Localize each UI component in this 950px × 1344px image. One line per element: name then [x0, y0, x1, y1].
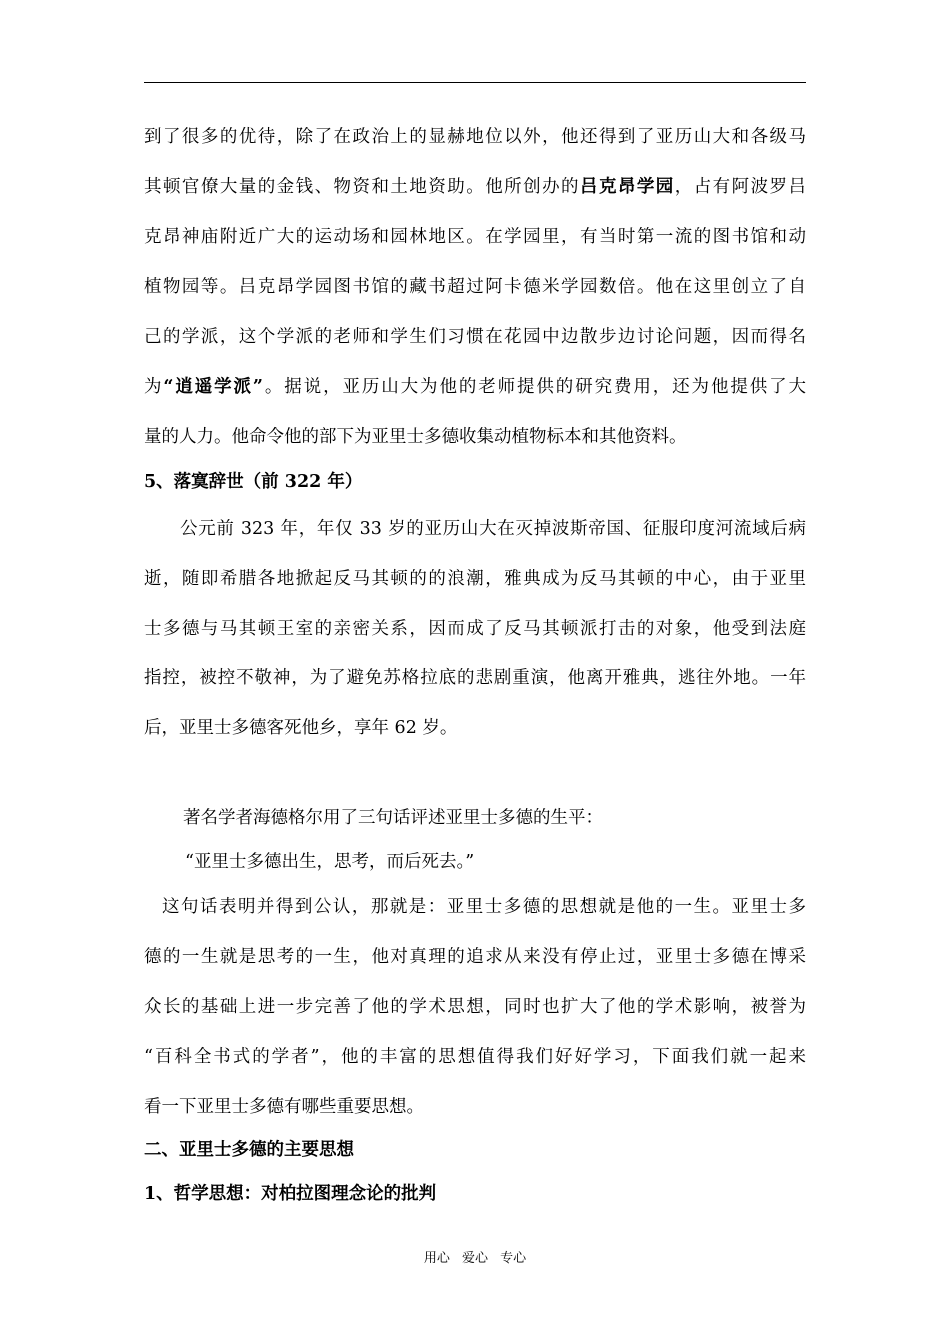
- paragraph-line: [144, 375, 806, 399]
- paragraph-line: 这句话表明并得到公认，那就是：亚里士多德的思想就是他的一生。亚里士多: [162, 897, 806, 917]
- paragraph-line: 众长的基础上进一步完善了他的学术思想，同时也扩大了他的学术影响，被誉为: [144, 997, 806, 1017]
- paragraph-line: 植物园等。吕克昂学园图书馆的藏书超过阿卡德米学园数倍。他在这里创立了自: [144, 277, 806, 297]
- paragraph-line: 著名学者海德格尔用了三句话评述亚里士多德的生平：: [183, 808, 603, 828]
- paragraph-line: 公元前 323 年，年仅 33 岁的亚历山大在灭掉波斯帝国、征服印度河流域后病: [180, 519, 806, 539]
- text-run: 其顿官僚大量的金钱、物资和土地资助。他所创办的: [144, 177, 580, 197]
- header-rule: [144, 82, 806, 83]
- quote-line: “亚里士多德出生，思考，而后死去。”: [185, 852, 475, 872]
- paragraph-line: 士多德与马其顿王室的亲密关系，因而成了反马其顿派打击的对象，他受到法庭: [144, 619, 806, 639]
- bold-term-lyceum: 吕克昂学园: [579, 177, 675, 197]
- paragraph-line: 克昂神庙附近广大的运动场和园林地区。在学园里，有当时第一流的图书馆和动: [144, 227, 806, 247]
- subsection-heading-1: 1、哲学思想：对柏拉图理念论的批判: [144, 1184, 437, 1204]
- text-run: ，占有阿波罗吕: [674, 177, 807, 197]
- page-footer: 用心 爱心 专心: [423, 1251, 527, 1266]
- paragraph-line: “百科全书式的学者”，他的丰富的思想值得我们好好学习，下面我们就一起来: [144, 1047, 806, 1067]
- paragraph-line: 逝，随即希腊各地掀起反马其顿的的浪潮，雅典成为反马其顿的中心，由于亚里: [144, 569, 806, 589]
- paragraph-line: 量的人力。他命令他的部下为亚里士多德收集动植物标本和其他资料。: [144, 427, 687, 447]
- paragraph-line: 看一下亚里士多德有哪些重要思想。: [144, 1097, 424, 1117]
- paragraph-line: [144, 175, 806, 199]
- paragraph-line: 德的一生就是思考的一生，他对真理的追求从来没有停止过，亚里士多德在博采: [144, 947, 806, 967]
- paragraph-line: 己的学派，这个学派的老师和学生们习惯在花园中边散步边讨论问题，因而得名: [144, 327, 806, 347]
- text-run: 。据说，亚历山大为他的老师提供的研究费用，还为他提供了大: [263, 377, 807, 397]
- paragraph-line: 指控，被控不敬神，为了避免苏格拉底的悲剧重演，他离开雅典，逃往外地。一年: [144, 668, 806, 688]
- paragraph-line: 到了很多的优待，除了在政治上的显赫地位以外，他还得到了亚历山大和各级马: [144, 127, 806, 147]
- text-run: 为: [144, 377, 164, 397]
- section-heading-2: 二、亚里士多德的主要思想: [144, 1140, 354, 1160]
- section-heading-5: 5、落寞辞世（前 322 年）: [144, 472, 363, 492]
- paragraph-line: 后，亚里士多德客死他乡，享年 62 岁。: [144, 718, 458, 738]
- bold-term-peripatetic: “逍遥学派”: [163, 377, 264, 397]
